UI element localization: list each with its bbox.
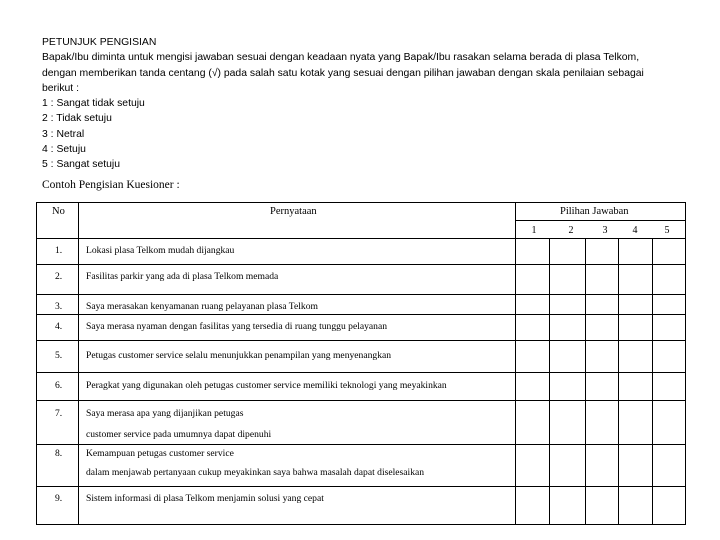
scale-item-2: 2 : Tidak setuju (42, 113, 112, 125)
row-2-choice-3-checkbox[interactable] (586, 265, 619, 295)
scale-item-1: 1 : Sangat tidak setuju (42, 98, 145, 110)
row-8-choice-4-checkbox[interactable] (619, 445, 653, 487)
row-7-statement-cont: customer service pada umumnya dapat dipenuhi (86, 429, 272, 440)
row-8-no: 8. (55, 448, 63, 459)
row-1-choice-4-checkbox[interactable] (619, 239, 653, 265)
scale-item-4: 4 : Setuju (42, 144, 86, 156)
row-5-choice-3-checkbox[interactable] (586, 341, 619, 373)
scale-item-5: 5 : Sangat setuju (42, 159, 120, 171)
row-2-choice-1-checkbox[interactable] (516, 265, 550, 295)
row-5-choice-5-checkbox[interactable] (653, 341, 686, 373)
row-7-no: 7. (55, 408, 63, 419)
row-1-choice-3-checkbox[interactable] (586, 239, 619, 265)
row-4-choice-3-checkbox[interactable] (586, 315, 619, 341)
scale-item-3: 3 : Netral (42, 128, 85, 140)
instructions-line: Bapak/Ibu diminta untuk mengisi jawaban sesuai dengan keadaan nyata yang Bapak/Ibu rasakan selama berada di plasa Telkom, (42, 52, 640, 64)
instructions-title: PETUNJUK PENGISIAN (42, 37, 157, 48)
row-2-no: 2. (55, 271, 63, 282)
row-7-choice-1-checkbox[interactable] (516, 401, 550, 445)
row-4-choice-2-checkbox[interactable] (550, 315, 586, 341)
row-3-choice-3-checkbox[interactable] (586, 295, 619, 315)
row-6-choice-3-checkbox[interactable] (586, 373, 619, 401)
row-9-choice-2-checkbox[interactable] (550, 487, 586, 525)
row-3-choice-5-checkbox[interactable] (653, 295, 686, 315)
row-2-statement: Fasilitas parkir yang ada di plasa Telkom memada (86, 271, 279, 282)
row-3-choice-2-checkbox[interactable] (550, 295, 586, 315)
row-9-choice-5-checkbox[interactable] (653, 487, 686, 525)
row-6-choice-4-checkbox[interactable] (619, 373, 653, 401)
row-7-choice-5-checkbox[interactable] (653, 401, 686, 445)
row-6-choice-1-checkbox[interactable] (516, 373, 550, 401)
row-8-choice-5-checkbox[interactable] (653, 445, 686, 487)
row-8-statement-cont: dalam menjawab pertanyaan cukup meyakinkan saya bahwa masalah dapat diselesaikan (86, 467, 425, 478)
row-6-statement: Peragkat yang digunakan oleh petugas customer service memiliki teknologi yang meyakinkan (86, 380, 447, 391)
row-2-choice-2-checkbox[interactable] (550, 265, 586, 295)
row-3-choice-1-checkbox[interactable] (516, 295, 550, 315)
instructions-line: berikut : (42, 82, 79, 94)
choice-label-1: 1 (531, 225, 537, 236)
row-5-choice-2-checkbox[interactable] (550, 341, 586, 373)
row-7-statement: Saya merasa apa yang dijanjikan petugas (86, 408, 244, 419)
row-2-choice-4-checkbox[interactable] (619, 265, 653, 295)
row-9-statement: Sistem informasi di plasa Telkom menjamin solusi yang cepat (86, 493, 324, 504)
row-8-choice-3-checkbox[interactable] (586, 445, 619, 487)
header-no: No (52, 206, 65, 217)
row-9-no: 9. (55, 493, 63, 504)
row-8-choice-1-checkbox[interactable] (516, 445, 550, 487)
row-5-choice-4-checkbox[interactable] (619, 341, 653, 373)
row-9-choice-3-checkbox[interactable] (586, 487, 619, 525)
row-6-choice-2-checkbox[interactable] (550, 373, 586, 401)
row-5-no: 5. (55, 350, 63, 361)
example-label: Contoh Pengisian Kuesioner : (42, 179, 180, 191)
row-7-choice-3-checkbox[interactable] (586, 401, 619, 445)
row-4-choice-4-checkbox[interactable] (619, 315, 653, 341)
row-2-choice-5-checkbox[interactable] (653, 265, 686, 295)
row-4-choice-1-checkbox[interactable] (516, 315, 550, 341)
row-6-no: 6. (55, 380, 63, 391)
row-1-statement: Lokasi plasa Telkom mudah dijangkau (86, 245, 235, 256)
row-1-choice-1-checkbox[interactable] (516, 239, 550, 265)
choice-label-3: 3 (602, 225, 608, 236)
row-1-choice-5-checkbox[interactable] (653, 239, 686, 265)
row-9-choice-1-checkbox[interactable] (516, 487, 550, 525)
row-6-choice-5-checkbox[interactable] (653, 373, 686, 401)
row-7-choice-2-checkbox[interactable] (550, 401, 586, 445)
row-3-no: 3. (55, 301, 63, 312)
row-3-statement: Saya merasakan kenyamanan ruang pelayanan plasa Telkom (86, 301, 318, 312)
row-1-choice-2-checkbox[interactable] (550, 239, 586, 265)
row-8-statement: Kemampuan petugas customer service (86, 448, 234, 459)
row-8-choice-2-checkbox[interactable] (550, 445, 586, 487)
row-5-statement: Petugas customer service selalu menunjukkan penampilan yang menyenangkan (86, 350, 392, 361)
row-3-choice-4-checkbox[interactable] (619, 295, 653, 315)
choice-label-5: 5 (664, 225, 670, 236)
choice-label-2: 2 (568, 225, 574, 236)
row-4-statement: Saya merasa nyaman dengan fasilitas yang tersedia di ruang tunggu pelayanan (86, 321, 388, 332)
row-4-choice-5-checkbox[interactable] (653, 315, 686, 341)
row-9-choice-4-checkbox[interactable] (619, 487, 653, 525)
header-choice: Pilihan Jawaban (560, 206, 629, 217)
instructions-line: dengan memberikan tanda centang (√) pada salah satu kotak yang sesuai dengan pilihan jawaban dengan skala penilaian sebagai (42, 67, 644, 79)
row-5-choice-1-checkbox[interactable] (516, 341, 550, 373)
header-statement: Pernyataan (270, 206, 317, 217)
row-1-no: 1. (55, 245, 63, 256)
choice-label-4: 4 (632, 225, 638, 236)
row-7-choice-4-checkbox[interactable] (619, 401, 653, 445)
row-4-no: 4. (55, 321, 63, 332)
